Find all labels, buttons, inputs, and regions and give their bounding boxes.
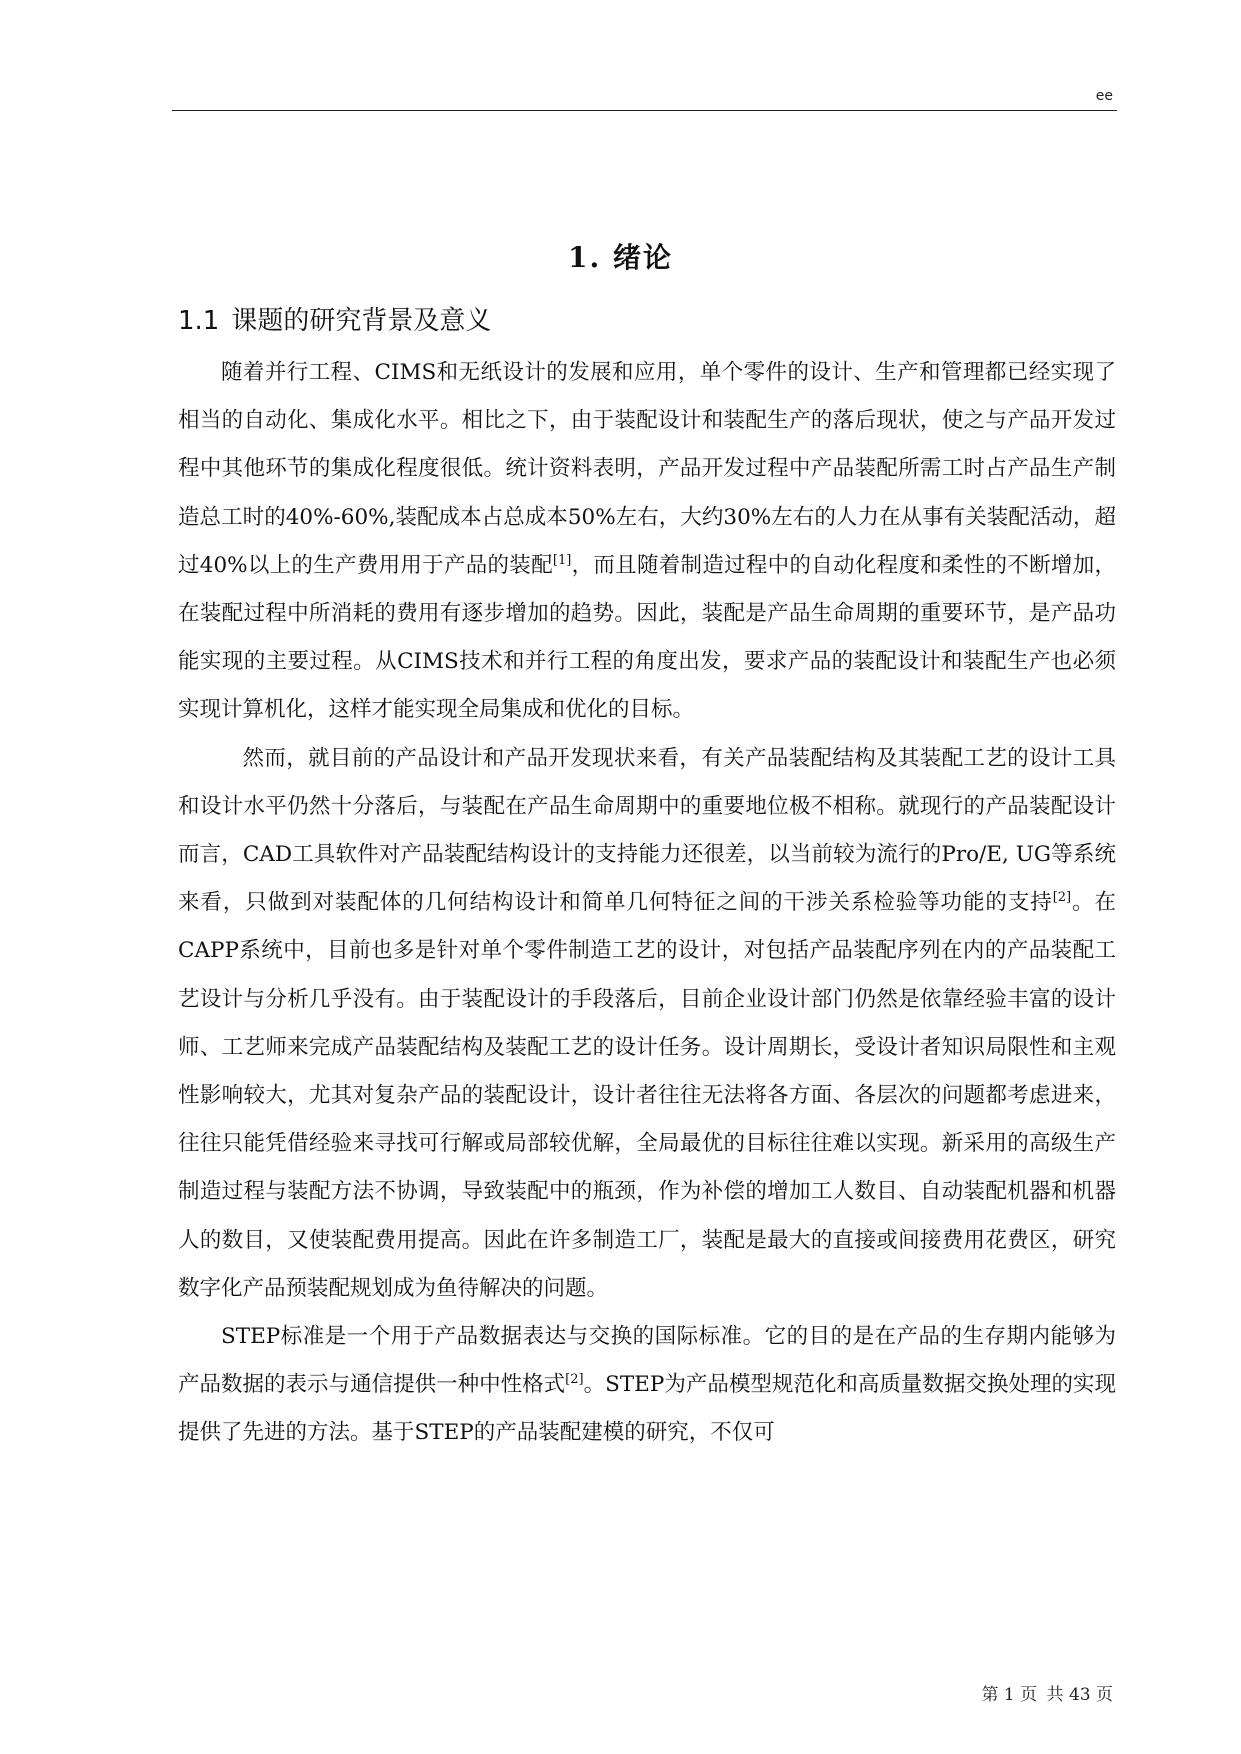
section-number: 1.1 bbox=[178, 306, 220, 336]
citation-ref: [2] bbox=[1052, 890, 1072, 906]
section-title bbox=[178, 300, 491, 337]
section-title-text: 课题的研究背景及意义 bbox=[231, 306, 492, 336]
chapter-title: 1. 绪论 bbox=[568, 241, 673, 274]
page-number: 第 1 页 bbox=[981, 1685, 1038, 1705]
running-header: ee bbox=[1095, 88, 1113, 104]
citation-ref: [1] bbox=[552, 552, 572, 568]
paragraph-text: ，而且随着制造过程中的自动化程度和柔性的不断增加，在装配过程中所消耗的费用有逐步增加的趋势。因此，装配是产品生命周期的重要环节，是产品功能实现的主要过程。从CIMS技术和并行工程的角度出发，要求产品的装配设计和装配生产也必须实现计算机化，这样才能实现全局集成和优化的目标。 bbox=[178, 552, 1116, 723]
paragraph-text: STEP标准是一个用于产品数据表达与交换的国际标准。它的目的是在产品的生存期内能够为产品数据的表示与通信提供一种中性格式 bbox=[178, 1324, 1116, 1398]
page-total: 共 43 页 bbox=[1046, 1685, 1113, 1705]
header-rule bbox=[172, 110, 1117, 111]
paragraph bbox=[178, 349, 1116, 735]
paragraph-text: 。在CAPP系统中，目前也多是针对单个零件制造工艺的设计，对包括产品装配序列在内的产品装配工艺设计与分析几乎没有。由于装配设计的手段落后，目前企业设计部门仍然是依靠经验丰富的设计师、工艺师来完成产品装配结构及装配工艺的设计任务。设计周期长，受设计者知识局限性和主观性影响较大，尤其对复杂产品的装配设计，设计者往往无法将各方面、各层次的问题都考虑进来，往往只能凭借经验来寻找可行解或局部较优解，全局最优的目标往往难以实现。新采用的高级生产制造过程与装配方法不协调，导致装配中的瓶颈，作为补偿的增加工人数目、自动装配机器和机器人的数目，又使装配费用提高。因此在许多制造工厂，装配是最大的直接或间接费用花费区，研究数字化产品预装配规划成为鱼待解决的问题。 bbox=[178, 890, 1116, 1301]
citation-ref: [2] bbox=[565, 1372, 584, 1388]
paragraph bbox=[178, 1313, 1116, 1458]
paragraph-text: 。STEP为产品模型规范化和高质量数据交换处理的实现提供了先进的方法。基于STEP的产品装配建模的研究，不仅可 bbox=[178, 1372, 1116, 1446]
paragraph bbox=[178, 735, 1116, 1313]
page-footer bbox=[978, 1680, 1113, 1705]
paragraph-text: 然而，就目前的产品设计和产品开发现状来看，有关产品装配结构及其装配工艺的设计工具和设计水平仍然十分落后，与装配在产品生命周期中的重要地位极不相称。就现行的产品装配设计而言，CAD工具软件对产品装配结构设计的支持能力还很差，以当前较为流行的Pro/E, UG等系统来看，只做到对装配体的几何结构设计和简单几何特征之间的干涉关系检验等功能的支持 bbox=[178, 745, 1116, 916]
paragraph-text: 随着并行工程、CIMS和无纸设计的发展和应用，单个零件的设计、生产和管理都已经实现了相当的自动化、集成化水平。相比之下，由于装配设计和装配生产的落后现状，使之与产品开发过程中其他环节的集成化程度很低。统计资料表明，产品开发过程中产品装配所需工时占产品生产制造总工时的40%-60%,装配成本占总成本50%左右，大约30%左右的人力在从事有关装配活动，超过40%以上的生产费用用于产品的装配 bbox=[178, 360, 1116, 578]
body-text bbox=[178, 349, 1116, 1458]
